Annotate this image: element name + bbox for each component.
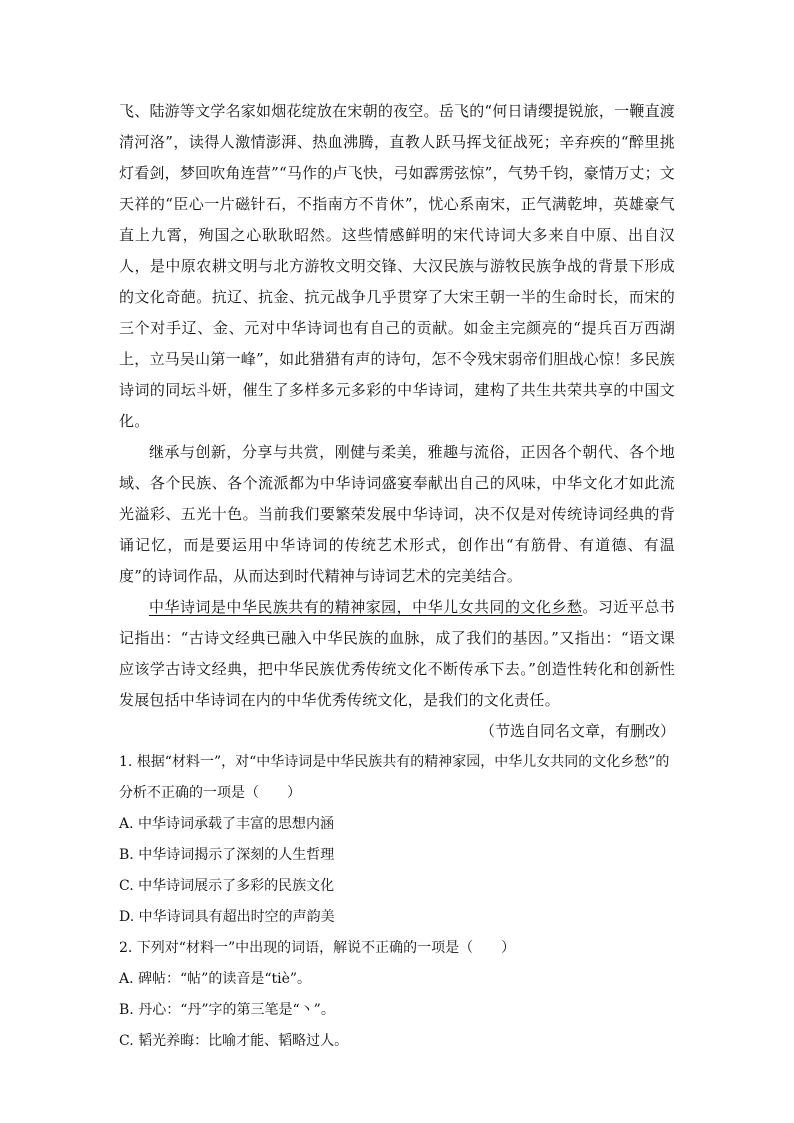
passage-paragraph-3	[119, 592, 675, 716]
question-1-option-a: A. 中华诗词承载了丰富的思想内涵	[119, 816, 335, 832]
passage-paragraph-1: 飞、陆游等文学名家如烟花绽放在宋朝的夜空。岳飞的“何日请缨提锐旅，一鞭直渡清河洛”，读得人激情澎湃、热血沸腾，直教人跃马挥戈征战死；辛弃疾的“醉里挑灯看剑，梦回吹角连营”“马作的卢飞快，弓如霹雳弦惊”，气势千钧，豪情万丈；文天祥的“臣心一片磁针石，不指南方不肯休”，忧心系南宋，正气满乾坤，英雄豪气直上九霄，殉国之心耿耿昭然。这些情感鲜明的宋代诗词大多来自中原、出自汉人，是中原农耕文明与北方游牧文明交锋、大汉民族与游牧民族争战的背景下形成的文化奇葩。抗辽、抗金、抗元战争几乎贯穿了大宋王朝一半的生命时长，而宋的三个对手辽、金、元对中华诗词也有自己的贡献。如金主完颜亮的“提兵百万西湖上，立马吴山第一峰”，如此猎猎有声的诗句，怎不令残宋弱帝们胆战心惊！多民族诗词的同坛斗妍，催生了多样多元多彩的中华诗词，建构了共生共荣共享的中国文化。	[119, 102, 675, 430]
question-1-stem: 1. 根据“材料一”，对“中华诗词是中华民族共有的精神家园，中华儿女共同的文化乡愁”的分析不正确的一项是（ ）	[119, 754, 670, 801]
question-1-option-d: D. 中华诗词具有超出时空的声韵美	[119, 909, 335, 925]
document-page	[119, 96, 675, 1057]
question-1-option-b: B. 中华诗词揭示了深刻的人生哲理	[119, 847, 335, 863]
question-1-option-c: C. 中华诗词展示了多彩的民族文化	[119, 878, 335, 894]
source-note: （节选自同名文章，有删改）	[479, 722, 675, 740]
passage-paragraph-2: 继承与创新，分享与共赏，刚健与柔美，雅趣与流俗，正因各个朝代、各个地域、各个民族、各个流派都为中华诗词盛宴奉献出自己的风味，中华文化才如此流光溢彩、五光十色。当前我们要繁荣发展中华诗词，决不仅是对传统诗词经典的背诵记忆，而是要运用中华诗词的传统艺术形式，创作出“有筋骨、有道德、有温度”的诗词作品，从而达到时代精神与诗词艺术的完美结合。	[119, 443, 675, 585]
paragraph-3-rest: 。习近平总书记指出：“古诗文经典已融入中华民族的血脉，成了我们的基因。”又指出：“语文课应该学古诗文经典，把中华民族优秀传统文化不断传承下去。”创造性转化和创新性发展包括中华诗词在内的中华优秀传统文化，是我们的文化责任。	[119, 598, 675, 709]
question-2-option-c: C. 韬光养晦：比喻才能、韬略过人。	[119, 1033, 349, 1049]
question-2-stem: 2. 下列对“材料一”中出现的词语，解说不正确的一项是（ ）	[119, 940, 516, 956]
underlined-thesis: 中华诗词是中华民族共有的精神家园，中华儿女共同的文化乡愁	[149, 598, 583, 616]
question-2-option-a: A. 碑帖：“帖”的读音是“tiè”。	[119, 971, 312, 987]
question-2-option-b: B. 丹心：“丹”字的第三笔是“丶”。	[119, 1002, 335, 1018]
